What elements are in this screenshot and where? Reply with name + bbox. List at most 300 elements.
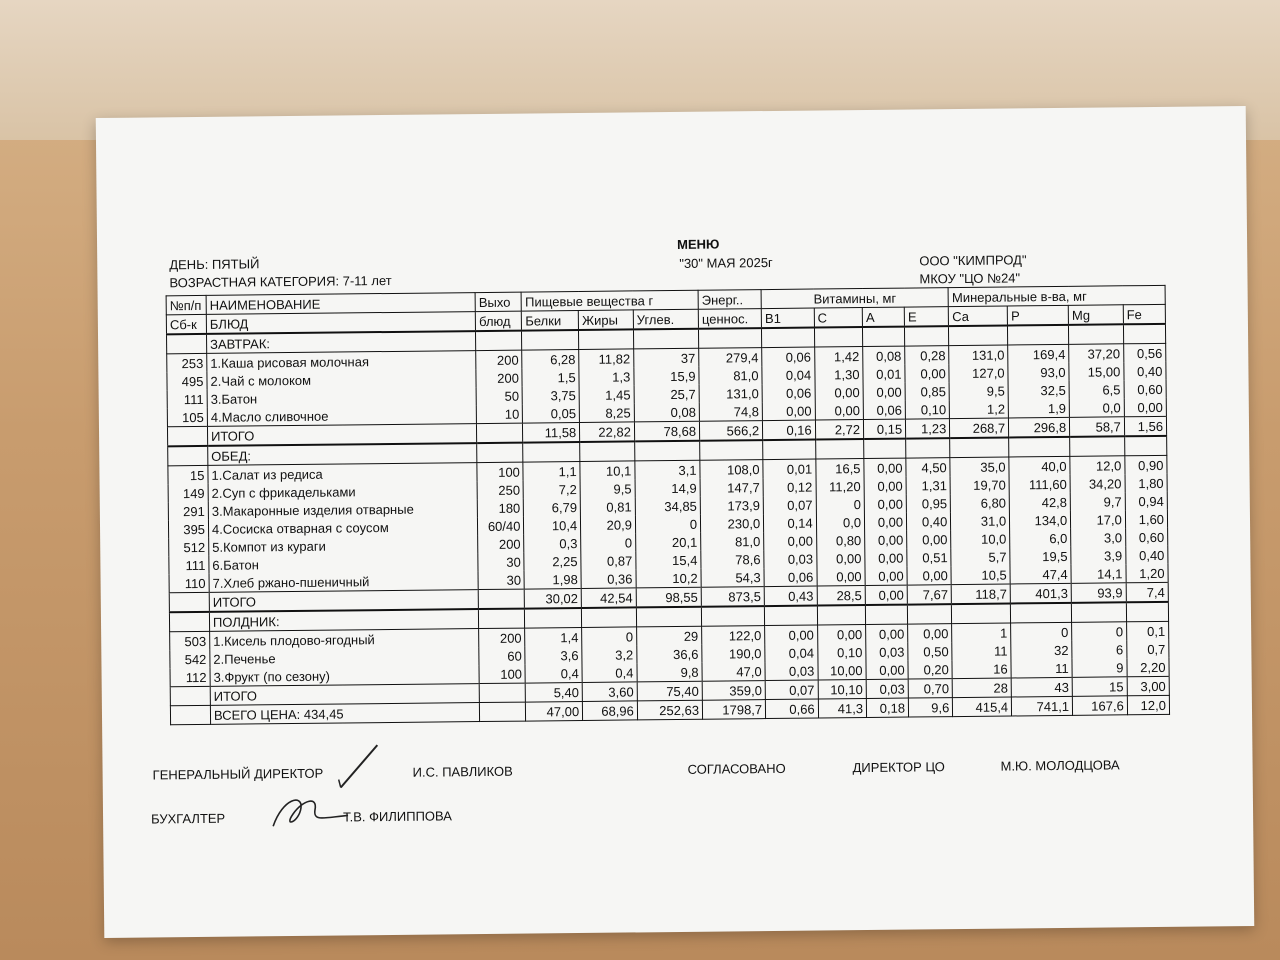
table-cell: 0,40	[907, 512, 951, 530]
table-cell: 28	[952, 678, 1011, 698]
table-cell: 173,9	[700, 496, 763, 515]
table-cell	[477, 423, 523, 443]
table-cell: 0	[1011, 622, 1072, 641]
table-cell	[1008, 325, 1069, 345]
table-cell: 0,43	[764, 586, 817, 606]
table-cell: 2,20	[1127, 658, 1169, 677]
table-cell: 0,07	[765, 680, 818, 700]
table-cell: 0,70	[908, 679, 952, 698]
table-cell	[1009, 437, 1070, 457]
table-cell: 0,12	[763, 478, 816, 497]
table-cell: 1,42	[814, 347, 863, 366]
table-cell: 37,20	[1069, 344, 1124, 363]
table-cell	[580, 441, 635, 461]
table-cell: 149	[168, 484, 208, 502]
table-cell: 0,03	[866, 679, 908, 698]
table-cell: 9,8	[637, 663, 702, 682]
table-cell: 0,06	[762, 384, 815, 403]
table-cell: 134,0	[1010, 511, 1071, 530]
subhead-cell: Углев.	[633, 309, 698, 329]
col-yield-header: Выхо	[475, 292, 521, 311]
table-cell: ИТОГО	[209, 590, 478, 612]
table-cell: 111	[167, 390, 207, 408]
table-cell: 0,85	[905, 382, 949, 400]
table-cell: 111	[169, 556, 209, 574]
table-cell	[1124, 436, 1166, 456]
subhead-cell: Сб-к	[166, 314, 206, 334]
table-cell: 3,0	[1071, 528, 1126, 547]
table-cell: 47,00	[526, 701, 583, 721]
org-supplier: ООО "КИМПРОД"	[919, 252, 1027, 269]
table-cell: 10,0	[951, 529, 1010, 548]
table-cell: 0,4	[525, 664, 582, 683]
table-cell: 19,5	[1010, 547, 1071, 566]
table-cell: 9	[1072, 658, 1127, 677]
table-cell: 495	[167, 372, 207, 390]
table-cell: 75,40	[637, 681, 702, 701]
table-cell: 20,9	[581, 515, 636, 534]
table-cell	[478, 589, 524, 609]
table-cell	[701, 606, 764, 626]
table-cell: 252,63	[637, 700, 702, 720]
table-cell: 42,8	[1009, 493, 1070, 512]
table-cell: 0	[635, 515, 700, 534]
table-cell: 15	[168, 465, 208, 484]
age-category: ВОЗРАСТНАЯ КАТЕГОРИЯ: 7-11 лет	[169, 272, 392, 291]
table-cell: 7,4	[1126, 582, 1168, 602]
table-cell: 34,20	[1070, 474, 1125, 493]
agreed-label: СОГЛАСОВАНО	[687, 760, 786, 777]
table-cell: 0,00	[864, 477, 906, 495]
table-cell: 0,00	[907, 530, 951, 548]
table-cell: 3.Батон	[207, 387, 476, 408]
table-cell: 47,4	[1010, 565, 1071, 584]
table-cell: 29	[636, 626, 701, 645]
table-cell: 1,1	[523, 461, 580, 480]
table-cell: 1,3	[579, 367, 634, 386]
table-cell: 0,3	[524, 534, 581, 553]
subhead-cell: Белки	[522, 310, 579, 330]
table-cell: 1,45	[579, 385, 634, 404]
table-cell: 10,1	[580, 461, 635, 480]
table-cell: 31,0	[951, 511, 1010, 530]
table-cell: 43	[1011, 677, 1072, 697]
table-cell	[476, 331, 522, 351]
table-cell: 60/40	[478, 517, 524, 535]
table-cell: 0,06	[762, 347, 815, 366]
table-cell: 32	[1011, 641, 1072, 660]
table-cell: 415,4	[953, 697, 1012, 717]
table-cell: 395	[168, 520, 208, 538]
table-cell: 0,00	[865, 585, 907, 605]
table-cell: 200	[478, 535, 524, 553]
table-cell	[762, 328, 815, 348]
table-cell: 0,00	[864, 513, 906, 531]
table-cell: 291	[168, 502, 208, 520]
table-cell: 0,14	[764, 514, 817, 533]
table-cell: 3,60	[582, 682, 637, 702]
table-cell: 2,72	[815, 420, 864, 440]
table-cell: 0,20	[908, 660, 952, 679]
table-cell: 32,5	[1008, 381, 1069, 400]
table-cell: 2.Печенье	[210, 647, 479, 668]
table-cell	[169, 612, 209, 632]
table-cell	[699, 328, 762, 348]
table-cell: 15	[1072, 677, 1127, 697]
accountant-signature-mark	[263, 787, 353, 833]
table-cell	[479, 609, 525, 629]
table-cell: 0,00	[866, 661, 908, 680]
table-cell: 35,0	[950, 457, 1009, 476]
table-cell: 11	[1011, 659, 1072, 678]
table-cell: 200	[476, 369, 522, 387]
table-cell: 5,40	[526, 682, 583, 702]
subhead-cell: Е	[904, 307, 948, 327]
table-cell: 0,90	[1125, 455, 1167, 474]
table-cell	[1011, 603, 1072, 623]
table-cell: 0,60	[1125, 528, 1167, 546]
table-cell	[633, 329, 698, 349]
table-cell: 14,9	[635, 479, 700, 498]
gen-director-label: ГЕНЕРАЛЬНЫЙ ДИРЕКТОР	[152, 765, 324, 783]
table-cell: 7,2	[523, 480, 580, 499]
table-cell: ИТОГО	[210, 684, 479, 706]
subhead-cell: ценнос.	[698, 309, 761, 329]
table-cell: 54,3	[701, 568, 764, 587]
accountant-name: Т.В. ФИЛИППОВА	[342, 808, 452, 825]
table-cell: 3,2	[582, 645, 637, 664]
table-cell: 0,00	[864, 458, 906, 477]
table-cell	[522, 330, 579, 350]
table-cell: 169,4	[1008, 344, 1069, 363]
table-cell	[479, 683, 525, 702]
subhead-cell: С	[814, 308, 863, 328]
table-cell	[1072, 602, 1127, 622]
table-cell: 131,0	[949, 345, 1008, 364]
table-cell	[169, 592, 209, 612]
table-cell: 1.Каша рисовая молочная	[207, 351, 476, 372]
table-cell: 3,1	[635, 460, 700, 479]
table-cell: 873,5	[701, 587, 764, 607]
table-cell: 98,55	[636, 587, 701, 607]
table-cell: 7.Хлеб ржано-пшеничный	[209, 571, 478, 592]
table-cell: 2.Суп с фрикадельками	[208, 481, 477, 502]
section-title: ЗАВТРАК:	[206, 331, 475, 353]
table-cell	[170, 705, 210, 724]
table-cell: 0,94	[1125, 492, 1167, 510]
col-num-header: №п/п	[166, 295, 206, 314]
table-cell: 11,82	[579, 349, 634, 368]
subhead-cell: БЛЮД	[206, 312, 475, 334]
table-cell: 30,02	[525, 588, 582, 608]
table-cell: 17,0	[1071, 510, 1126, 529]
table-cell: 110	[169, 574, 209, 593]
table-cell	[525, 608, 582, 628]
table-cell: 0	[816, 495, 865, 514]
table-cell: 131,0	[699, 384, 762, 403]
table-cell	[1069, 324, 1124, 344]
table-cell: 0,00	[816, 549, 865, 568]
table-cell	[635, 441, 700, 461]
table-cell: 20,1	[635, 533, 700, 552]
table-cell: 1,4	[525, 627, 582, 646]
table-cell: 12,0	[1070, 456, 1125, 475]
table-cell: 100	[479, 665, 525, 684]
subhead-cell: Fe	[1123, 304, 1165, 324]
table-cell: 0,00	[908, 624, 952, 643]
table-cell: 0,16	[763, 420, 816, 440]
table-cell: 0,28	[905, 346, 949, 365]
table-cell: 111,60	[1009, 475, 1070, 494]
table-cell: 3,6	[525, 646, 582, 665]
table-cell: 34,85	[635, 497, 700, 516]
table-cell: 93,9	[1071, 583, 1126, 603]
table-cell: 190,0	[702, 644, 765, 663]
table-cell	[950, 437, 1009, 457]
table-cell	[765, 606, 818, 626]
table-cell: 1,30	[815, 365, 864, 384]
table-cell: 1,2	[950, 400, 1009, 419]
accountant-label: БУХГАЛТЕР	[151, 810, 226, 827]
doc-title: МЕНЮ	[677, 236, 720, 252]
table-cell: 2,25	[524, 552, 581, 571]
table-cell: 16,5	[816, 459, 865, 478]
table-cell: 6,0	[1010, 529, 1071, 548]
table-cell: 10,10	[818, 680, 867, 700]
table-cell: 0,40	[1124, 362, 1166, 380]
table-cell: 11	[952, 641, 1011, 660]
table-cell: 6	[1072, 640, 1127, 659]
table-cell: 1,60	[1125, 510, 1167, 528]
table-cell: 30	[478, 553, 524, 571]
table-cell	[168, 446, 208, 466]
table-cell: 0	[1072, 622, 1127, 641]
subhead-cell: А	[862, 307, 904, 327]
table-cell: 0,00	[907, 566, 951, 585]
table-cell: 0,40	[1126, 546, 1168, 564]
table-cell: 253	[167, 353, 207, 372]
table-cell: 105	[167, 408, 207, 427]
table-cell: 15,4	[636, 551, 701, 570]
table-cell: 0,04	[765, 644, 818, 663]
table-cell: 542	[170, 650, 210, 668]
table-cell: 0,08	[863, 346, 905, 365]
table-cell: 1,80	[1125, 474, 1167, 492]
table-cell	[700, 440, 763, 460]
table-cell: 0,00	[865, 567, 907, 586]
table-cell: 167,6	[1073, 696, 1128, 716]
table-cell: 78,68	[634, 421, 699, 441]
table-cell: 4,50	[906, 458, 950, 477]
table-cell: 401,3	[1010, 583, 1071, 603]
table-cell: 60	[479, 647, 525, 665]
table-cell	[817, 605, 866, 625]
table-cell: 0,00	[817, 625, 866, 644]
table-cell: 0,07	[763, 496, 816, 515]
table-cell: 10,5	[951, 565, 1010, 584]
table-cell	[815, 439, 864, 459]
table-cell: 0,00	[866, 624, 908, 643]
table-cell: 15,9	[634, 367, 699, 386]
table-cell: 0,00	[863, 383, 905, 401]
table-cell: 741,1	[1012, 696, 1073, 716]
table-cell: ВСЕГО ЦЕНА: 434,45	[210, 703, 479, 725]
table-cell: 0,03	[866, 643, 908, 661]
table-cell: 11,20	[816, 477, 865, 496]
table-cell: 9,6	[908, 698, 952, 717]
table-cell: 0,05	[523, 404, 580, 423]
table-cell: 0,0	[816, 513, 865, 532]
table-cell	[170, 686, 210, 705]
table-cell: 0,0	[1069, 398, 1124, 417]
table-cell: 122,0	[702, 626, 765, 645]
table-cell: 147,7	[700, 478, 763, 497]
table-cell: 100	[477, 462, 523, 481]
table-cell: 0,4	[582, 663, 637, 682]
table-cell: 0,00	[815, 401, 864, 420]
table-cell: 22,82	[580, 422, 635, 442]
table-cell	[1126, 602, 1168, 622]
table-cell: 68,96	[583, 701, 638, 721]
table-cell: 0,10	[817, 643, 866, 662]
table-cell: 74,8	[699, 402, 762, 421]
table-cell	[763, 440, 816, 460]
table-cell: 112	[170, 668, 210, 687]
table-cell: 1,98	[524, 570, 581, 589]
doc-date: "30" МАЯ 2025г	[679, 254, 773, 271]
table-cell: 359,0	[702, 681, 765, 701]
table-cell: 1,56	[1124, 416, 1166, 436]
director-co-label: ДИРЕКТОР ЦО	[852, 759, 945, 776]
table-cell: 10	[476, 405, 522, 424]
table-cell: 10,00	[818, 661, 867, 680]
table-cell: 0,03	[765, 662, 818, 681]
subhead-cell: Са	[949, 306, 1008, 326]
table-cell: 1,9	[1008, 399, 1069, 418]
table-cell: 200	[479, 628, 525, 647]
table-cell: 0,7	[1127, 640, 1169, 658]
table-cell: 0,36	[581, 569, 636, 588]
table-cell: 0,60	[1124, 380, 1166, 398]
table-cell: 0	[582, 627, 637, 646]
table-cell: 5,7	[951, 547, 1010, 566]
col-nutrients-header: Пищевые вещества г	[521, 290, 698, 311]
org-school: МКОУ "ЦО №24"	[919, 270, 1021, 287]
table-cell: 14,1	[1071, 564, 1126, 583]
table-cell	[906, 438, 950, 458]
table-cell: 0,06	[863, 401, 905, 420]
table-cell	[814, 327, 863, 347]
table-cell: 4.Сосиска отварная с соусом	[208, 517, 477, 538]
table-cell: 0,08	[634, 403, 699, 422]
table-cell: 279,4	[699, 348, 762, 367]
table-cell: 0,00	[765, 625, 818, 644]
table-cell: ИТОГО	[207, 424, 476, 446]
table-cell: 0,01	[763, 459, 816, 478]
table-cell: 127,0	[949, 364, 1008, 383]
table-cell: 10,4	[524, 516, 581, 535]
table-cell: 81,0	[699, 366, 762, 385]
table-cell	[167, 426, 207, 446]
subhead-cell: Жиры	[578, 310, 633, 330]
table-cell: 1.Кисель плодово-ягодный	[210, 629, 479, 650]
table-cell	[167, 334, 207, 354]
table-cell: 0,1	[1126, 621, 1168, 640]
table-cell: 42,54	[581, 588, 636, 608]
table-cell: 9,5	[949, 382, 1008, 401]
table-cell: 0,01	[863, 365, 905, 383]
table-cell: 3,00	[1127, 676, 1169, 695]
table-cell: 250	[477, 481, 523, 499]
nutrition-table	[166, 285, 1170, 725]
table-cell: 47,0	[702, 662, 765, 681]
table-cell: 1798,7	[702, 700, 765, 720]
table-cell: 8,25	[579, 403, 634, 422]
table-cell: 0,00	[762, 402, 815, 421]
table-cell: 50	[476, 387, 522, 405]
table-cell: 16	[952, 659, 1011, 678]
table-cell	[480, 702, 526, 721]
table-cell: 1,23	[906, 419, 950, 439]
table-cell: 7,67	[907, 585, 951, 605]
table-cell: 5.Компот из кураги	[209, 535, 478, 556]
table-cell: 566,2	[699, 421, 762, 441]
table-cell: 230,0	[700, 514, 763, 533]
table-cell: 9,7	[1070, 492, 1125, 511]
col-vitamins-header: Витамины, мг	[761, 288, 948, 309]
table-cell	[1123, 324, 1165, 344]
table-cell: 0,00	[905, 364, 949, 382]
table-cell: 10,2	[636, 569, 701, 588]
table-cell: 268,7	[950, 418, 1009, 438]
table-cell: 25,7	[634, 385, 699, 404]
director-co-name: М.Ю. МОЛОДЦОВА	[1000, 757, 1120, 774]
table-cell: 0,81	[580, 497, 635, 516]
table-cell: 12,0	[1127, 695, 1169, 714]
table-cell: 0	[581, 533, 636, 552]
table-cell: 0,95	[906, 494, 950, 512]
table-cell: 0,00	[764, 532, 817, 551]
director-signature-mark	[332, 743, 393, 794]
subhead-cell: Mg	[1068, 305, 1123, 325]
table-cell: 0,18	[866, 698, 908, 717]
table-cell	[523, 442, 580, 462]
table-cell: 1,31	[906, 476, 950, 494]
table-cell	[477, 443, 523, 463]
col-minerals-header: Минеральные в-ва, мг	[948, 285, 1165, 306]
table-cell: 78,6	[701, 550, 764, 569]
table-cell	[952, 603, 1011, 623]
table-cell: 0,00	[817, 567, 866, 586]
table-cell: 0,03	[764, 550, 817, 569]
table-cell: 40,0	[1009, 456, 1070, 475]
section-title: ПОЛДНИК:	[209, 609, 478, 631]
table-cell: 93,0	[1008, 363, 1069, 382]
table-cell	[905, 326, 949, 346]
table-cell	[949, 326, 1008, 346]
table-cell: 296,8	[1009, 417, 1070, 437]
table-cell: 0,15	[863, 419, 905, 439]
table-cell	[863, 327, 905, 347]
table-cell: 0,51	[907, 548, 951, 566]
table-cell: 118,7	[951, 584, 1010, 604]
table-cell: 81,0	[701, 532, 764, 551]
table-cell: 503	[170, 631, 210, 650]
table-cell: 0,50	[908, 642, 952, 660]
table-cell: 9,5	[580, 479, 635, 498]
table-cell: 28,5	[817, 586, 866, 606]
gen-director-name: И.С. ПАВЛИКОВ	[412, 763, 513, 780]
